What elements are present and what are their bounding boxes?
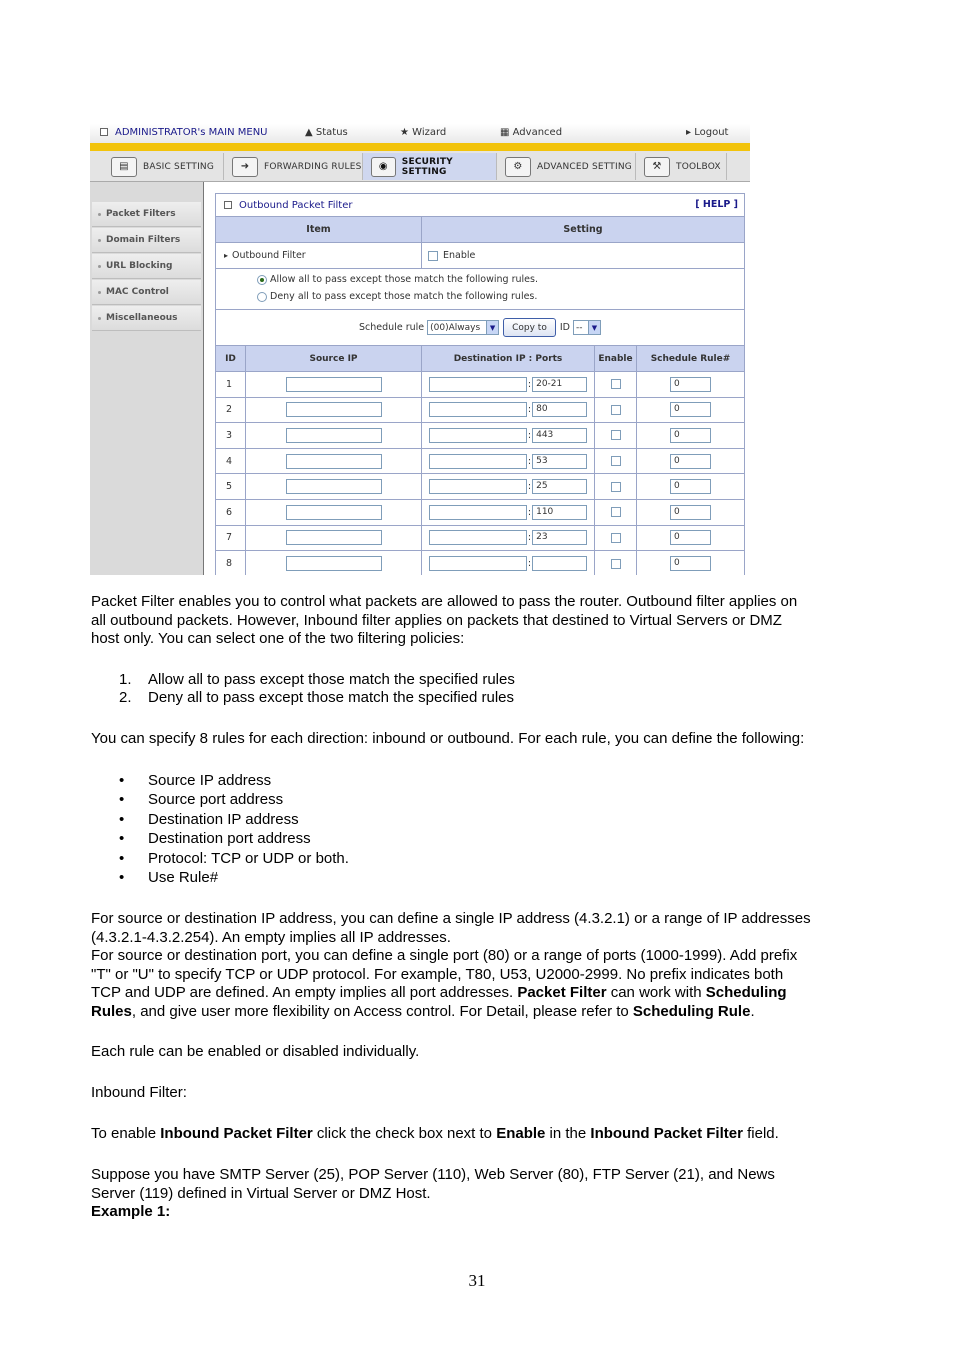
rules-table-header (216, 346, 744, 372)
page-number: 31 (468, 1271, 486, 1290)
status-icon: ▲ (305, 127, 313, 138)
wizard-link[interactable]: ★ Wizard (400, 127, 447, 138)
schedule-cell (637, 398, 744, 423)
tab-security-setting[interactable]: ◉ SECURITY SETTING (363, 153, 497, 180)
rule-enable-checkbox[interactable] (611, 482, 621, 492)
outbound-filter-row (216, 243, 744, 269)
destination-cell: : 110 (422, 500, 595, 525)
item-setting-header (216, 217, 744, 243)
list-item: Source port address (148, 791, 284, 808)
col-setting: Setting (563, 224, 603, 235)
enable-cell (595, 398, 637, 423)
rule-enable-checkbox[interactable] (611, 533, 621, 543)
schedule-cell (637, 449, 744, 474)
table-row (216, 551, 744, 575)
list-item: Use Rule# (148, 869, 219, 886)
rule-id: 2 (216, 398, 246, 423)
list-item: Allow all to pass except those match the specified rules (148, 671, 515, 688)
enable-cell (595, 449, 637, 474)
source-ip-cell (246, 474, 422, 499)
router-screenshot (90, 124, 750, 575)
arrow-right-icon: ▸ (224, 251, 229, 260)
table-row (216, 449, 744, 475)
rule-enable-checkbox[interactable] (611, 405, 621, 415)
schedule-cell (637, 372, 744, 397)
schedule-rule-input[interactable]: 0 (670, 530, 711, 545)
table-row (216, 423, 744, 449)
col-schedule: Schedule Rule# (650, 353, 731, 364)
source-ip-input[interactable] (286, 505, 382, 520)
list-item: Deny all to pass except those match the specified rules (148, 689, 515, 706)
tab-toolbox[interactable]: ⚒ TOOLBOX (636, 153, 727, 180)
source-ip-input[interactable] (286, 454, 382, 469)
enable-cell (595, 526, 637, 551)
table-row (216, 526, 744, 552)
destination-port-input[interactable]: 80 (532, 402, 587, 417)
filter-panel (215, 193, 745, 575)
toolbox-icon: ⚒ (644, 157, 670, 177)
paragraph-intro: Packet Filter enables you to control what packets are allowed to pass the router. Outbound filter applies on all outbound packets. However, Inbound filter applies on packets that destined to Virtual Servers or DMZ host only. You can select one of the two filtering policies: (91, 593, 798, 648)
col-enable: Enable (595, 346, 637, 371)
list-number: 1. (119, 671, 132, 688)
bullet-icon: • (119, 772, 125, 789)
bullet-icon (98, 213, 101, 216)
col-source-ip: Source IP (246, 346, 422, 371)
col-item: Item (216, 217, 422, 242)
source-ip-cell (246, 551, 422, 575)
radio-deny-option[interactable]: Deny all to pass except those match the following rules. (257, 291, 537, 302)
destination-ip-input[interactable] (429, 402, 527, 417)
paragraph-servers: Suppose you have SMTP Server (25), POP Server (110), Web Server (80), FTP Server (21), and News Server (119) defined in Virtual Server or DMZ Host. Example 1: (91, 1166, 775, 1221)
source-ip-cell (246, 423, 422, 448)
destination-cell: : 23 (422, 526, 595, 551)
tab-basic-setting[interactable]: ▤ BASIC SETTING (103, 153, 224, 180)
tab-advanced-setting[interactable]: ⚙ ADVANCED SETTING (497, 153, 636, 180)
schedule-rule-input[interactable]: 0 (670, 402, 711, 417)
copy-to-button[interactable]: Copy to (503, 318, 556, 337)
source-ip-input[interactable] (286, 402, 382, 417)
destination-port-input[interactable]: 25 (532, 479, 587, 494)
bullet-icon: • (119, 850, 125, 867)
enable-cell (595, 423, 637, 448)
radio-allow-option[interactable]: Allow all to pass except those match the following rules. (257, 274, 538, 285)
source-ip-cell (246, 500, 422, 525)
basic-setting-icon: ▤ (111, 157, 137, 177)
enable-checkbox[interactable] (428, 251, 438, 261)
rule-id: 6 (216, 500, 246, 525)
rule-id: 7 (216, 526, 246, 551)
table-row (216, 474, 744, 500)
schedule-cell (637, 423, 744, 448)
list-number: 2. (119, 689, 132, 706)
advanced-setting-icon: ⚙ (505, 157, 531, 177)
list-item: Protocol: TCP or UDP or both. (148, 850, 349, 867)
schedule-rule-label: Schedule rule (359, 322, 425, 333)
schedule-rule-input[interactable]: 0 (670, 505, 711, 520)
wizard-icon: ★ (400, 127, 409, 138)
radio-deny[interactable] (257, 292, 267, 302)
bullet-icon: • (119, 869, 125, 886)
accent-line (90, 143, 750, 151)
enable-cell (595, 500, 637, 525)
help-link[interactable]: [ HELP ] (695, 199, 738, 210)
id-label: ID (559, 322, 570, 333)
bullet-icon: • (119, 811, 125, 828)
paragraph-inbound: To enable Inbound Packet Filter click the check box next to Enable in the Inbound Packet Filter field. (91, 1125, 779, 1142)
rule-id: 8 (216, 551, 246, 575)
destination-ip-input[interactable] (429, 479, 527, 494)
enable-cell (595, 372, 637, 397)
main-menu-link[interactable]: ADMINISTRATOR's MAIN MENU (100, 127, 268, 138)
source-ip-input[interactable] (286, 556, 382, 571)
rule-enable-checkbox[interactable] (611, 430, 621, 440)
source-ip-input[interactable] (286, 479, 382, 494)
source-ip-cell (246, 372, 422, 397)
sidebar-item-miscellaneous[interactable]: Miscellaneous (92, 306, 201, 331)
schedule-cell (637, 551, 744, 575)
destination-ip-input[interactable] (429, 428, 527, 443)
destination-cell: : 20-21 (422, 372, 595, 397)
sidebar-item-url-blocking[interactable]: URL Blocking (92, 254, 201, 279)
list-item: Source IP address (148, 772, 272, 789)
destination-port-input[interactable]: 110 (532, 505, 587, 520)
destination-cell: : 443 (422, 423, 595, 448)
forwarding-icon: ➜ (232, 157, 258, 177)
paragraph-addresses: For source or destination IP address, you can define a single IP address (4.3.2.1) or a range of IP addresses (4.3.2.1-4.3.2.254). An empty implies all IP addresses. For source or destination port, you can define a single port (80) or a range of ports (1000-1999). Add prefix "T" or "U" to specify TCP or UDP protocol. For example, T80, U53, U2000-2999. No prefix indicates both TCP and UDP are defined. An empty implies all port addresses. Packet Filter can work with Scheduling Rules, and give user more flexibility on Access control. For Detail, please refer to Scheduling Rule. (91, 910, 811, 1020)
bullet-icon: • (119, 830, 125, 847)
sidebar (90, 182, 204, 575)
source-ip-input[interactable] (286, 530, 382, 545)
table-row (216, 398, 744, 424)
schedule-rule-input[interactable]: 0 (670, 556, 711, 571)
tab-bar (90, 151, 750, 182)
schedule-cell (637, 474, 744, 499)
destination-port-input[interactable]: 443 (532, 428, 587, 443)
source-ip-input[interactable] (286, 377, 382, 392)
bullet-icon (98, 291, 101, 294)
inbound-filter-heading: Inbound Filter: (91, 1084, 187, 1101)
rule-enable-checkbox[interactable] (611, 379, 621, 389)
sidebar-item-domain-filters[interactable]: Domain Filters (92, 228, 201, 253)
top-menu-bar (90, 124, 750, 143)
source-ip-cell (246, 449, 422, 474)
bullet-icon (98, 239, 101, 242)
destination-port-input[interactable] (532, 556, 587, 571)
paragraph-enable: Each rule can be enabled or disabled individually. (91, 1043, 420, 1060)
sidebar-item-mac-control[interactable]: MAC Control (92, 280, 201, 305)
advanced-link[interactable]: ▦ Advanced (500, 127, 563, 138)
schedule-row (216, 310, 744, 346)
destination-port-input[interactable]: 23 (532, 530, 587, 545)
rule-id: 1 (216, 372, 246, 397)
source-ip-cell (246, 526, 422, 551)
col-destination: Destination IP : Ports (422, 346, 595, 371)
destination-cell: : 25 (422, 474, 595, 499)
destination-ip-input[interactable] (429, 556, 527, 571)
status-link[interactable]: ▲ Status (305, 127, 348, 138)
source-ip-cell (246, 398, 422, 423)
schedule-cell (637, 500, 744, 525)
destination-ip-input[interactable] (429, 377, 527, 392)
table-row (216, 500, 744, 526)
destination-port-input[interactable]: 20-21 (532, 377, 587, 392)
radio-allow[interactable] (257, 275, 267, 285)
enable-setting: Enable (422, 243, 744, 268)
panel-title-bar (216, 194, 744, 217)
rule-enable-checkbox[interactable] (611, 456, 621, 466)
rule-id: 4 (216, 449, 246, 474)
logout-link[interactable]: ▸ Logout (686, 127, 729, 138)
source-ip-input[interactable] (286, 428, 382, 443)
arrow-right-icon: ▸ (686, 127, 692, 138)
destination-cell: : (422, 551, 595, 575)
chevron-down-icon: ▼ (486, 321, 498, 334)
destination-ip-input[interactable] (429, 505, 527, 520)
sidebar-item-packet-filters[interactable]: Packet Filters (92, 202, 201, 227)
destination-ip-input[interactable] (429, 454, 527, 469)
list-item: Destination IP address (148, 811, 299, 828)
table-row (216, 372, 744, 398)
schedule-cell (637, 526, 744, 551)
rule-enable-checkbox[interactable] (611, 507, 621, 517)
tab-forwarding-rules[interactable]: ➜ FORWARDING RULES (224, 153, 363, 180)
rule-enable-checkbox[interactable] (611, 559, 621, 569)
destination-cell: : 53 (422, 449, 595, 474)
schedule-rule-input[interactable]: 0 (670, 377, 711, 392)
square-icon (224, 201, 232, 209)
bullet-icon: • (119, 791, 125, 808)
chevron-down-icon: ▼ (588, 321, 600, 334)
schedule-rule-input[interactable]: 0 (670, 454, 711, 469)
enable-cell (595, 551, 637, 575)
destination-cell: : 80 (422, 398, 595, 423)
id-select[interactable]: -- ▼ (573, 320, 601, 335)
policy-row (216, 269, 744, 310)
advanced-icon: ▦ (500, 127, 510, 138)
destination-ip-input[interactable] (429, 530, 527, 545)
security-icon: ◉ (371, 157, 396, 177)
square-icon (100, 128, 108, 136)
rule-id: 5 (216, 474, 246, 499)
destination-port-input[interactable]: 53 (532, 454, 587, 469)
schedule-rule-input[interactable]: 0 (670, 479, 711, 494)
col-id: ID (216, 346, 246, 371)
panel-title: Outbound Packet Filter (239, 199, 353, 211)
schedule-rule-select[interactable]: (00)Always ▼ (427, 320, 499, 335)
bullet-icon (98, 265, 101, 268)
paragraph-rules: You can specify 8 rules for each direction: inbound or outbound. For each rule, you can define the following: (91, 730, 805, 747)
bullet-icon (98, 317, 101, 320)
list-item: Destination port address (148, 830, 311, 847)
outbound-filter-label: ▸ Outbound Filter (216, 243, 422, 268)
example-heading: Example 1: (91, 1203, 171, 1221)
enable-cell (595, 474, 637, 499)
rule-id: 3 (216, 423, 246, 448)
schedule-rule-input[interactable]: 0 (670, 428, 711, 443)
